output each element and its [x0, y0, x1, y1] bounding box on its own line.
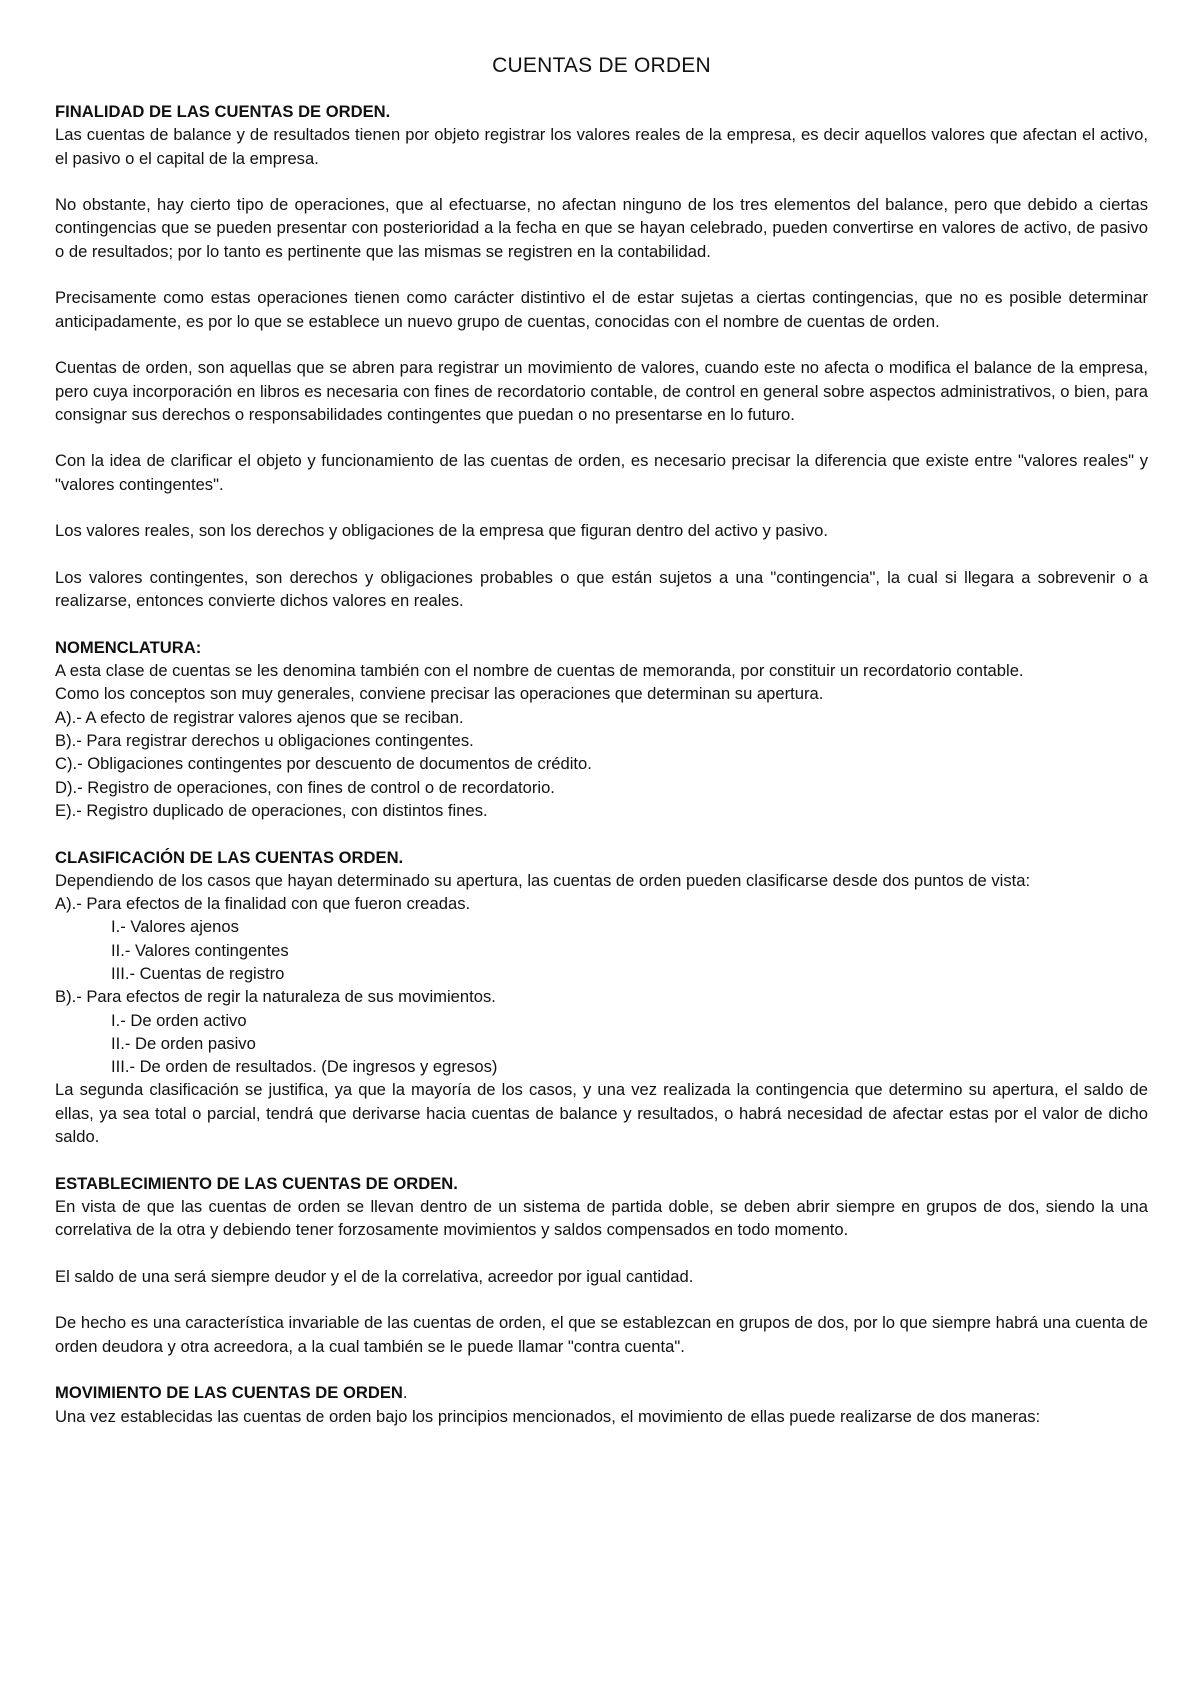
heading-movimiento-dot: . — [402, 1383, 408, 1403]
list-item: A).- A efecto de registrar valores ajenos que se reciban. — [55, 707, 464, 727]
paragraph: Las cuentas de balance y de resultados tienen por objeto registrar los valores reales de la empresa, es decir aquellos valores que afectan el activo, el pasivo o el capital de la empresa. — [55, 125, 1148, 168]
heading-nomenclatura: NOMENCLATURA: — [55, 637, 202, 657]
section-finalidad — [55, 100, 1148, 613]
sub-list-item: I.- Valores ajenos — [111, 917, 239, 937]
heading-establecimiento: ESTABLECIMIENTO DE LAS CUENTAS DE ORDEN. — [55, 1173, 458, 1193]
paragraph: En vista de que las cuentas de orden se llevan dentro de un sistema de partida doble, se deben abrir siempre en grupos de dos, siendo la una correlativa de la otra y debiendo tener forzosamente movimientos y saldos compensados en todo momento. — [55, 1196, 1148, 1240]
paragraph: Precisamente como estas operaciones tienen como carácter distintivo el de estar sujetas a ciertas contingencias, que no es posible determinar anticipadamente, es por lo que se establece un nuevo grupo de cuentas, conocidas con el nombre de cuentas de orden. — [55, 288, 1148, 331]
section-nomenclatura — [55, 636, 1148, 822]
sub-list-item: I.- De orden activo — [111, 1010, 247, 1030]
heading-finalidad: FINALIDAD DE LAS CUENTAS DE ORDEN. — [55, 102, 391, 121]
paragraph: De hecho es una característica invariable de las cuentas de orden, el que se establezcan en grupos de dos, por lo que siempre habrá una cuenta de orden deudora y otra acreedora, a la cual también se le puede llamar "contra cuenta". — [55, 1313, 1148, 1356]
paragraph: El saldo de una será siempre deudor y el de la correlativa, acreedor por igual cantidad. — [55, 1266, 694, 1286]
page-title: CUENTAS DE ORDEN — [492, 54, 711, 77]
paragraph: Los valores contingentes, son derechos y obligaciones probables o que están sujetos a una "contingencia", la cual si llegara a sobrevenir o a realizarse, entonces convierte dichos valores en reales. — [55, 567, 1148, 611]
sub-list-item: II.- De orden pasivo — [111, 1033, 256, 1053]
list-item: A).- Para efectos de la finalidad con que fueron creadas. — [55, 894, 471, 914]
paragraph: No obstante, hay cierto tipo de operaciones, que al efectuarse, no afectan ninguno de los tres elementos del balance, pero que debido a ciertas contingencias que se pueden presentar con posterioridad a la fecha en que se hayan celebrado, pueden convertirse en valores de activo, de pasivo o de resultados; por lo tanto es pertinente que las mismas se registren en la contabilidad. — [55, 195, 1148, 261]
heading-clasificacion: CLASIFICACIÓN DE LAS CUENTAS ORDEN. — [55, 847, 404, 867]
paragraph: Cuentas de orden, son aquellas que se abren para registrar un movimiento de valores, cuando este no afecta o modifica el balance de la empresa, pero cuya incorporación en libros es necesaria con fines de recordatorio contable, de control en general sobre aspectos administrativos, o bien, para consignar sus derechos o responsabilidades contingentes que puedan o no presentarse en lo futuro. — [55, 358, 1148, 424]
section-movimiento — [55, 1381, 1148, 1428]
paragraph: A esta clase de cuentas se les denomina también con el nombre de cuentas de memoranda, por constituir un recordatorio contable. — [55, 661, 1024, 681]
list-item: E).- Registro duplicado de operaciones, con distintos fines. — [55, 800, 488, 820]
section-clasificacion — [55, 846, 1148, 1149]
heading-movimiento — [55, 1381, 1148, 1404]
heading-movimiento-text: MOVIMIENTO DE LAS CUENTAS DE ORDEN — [55, 1383, 403, 1403]
list-item: D).- Registro de operaciones, con fines de control o de recordatorio. — [55, 777, 555, 797]
sub-list-item: III.- Cuentas de registro — [111, 963, 285, 983]
paragraph: Dependiendo de los casos que hayan determinado su apertura, las cuentas de orden pueden clasificarse desde dos puntos de vista: — [55, 870, 1031, 890]
paragraph: Los valores reales, son los derechos y obligaciones de la empresa que figuran dentro del activo y pasivo. — [55, 521, 828, 541]
list-item: B).- Para efectos de regir la naturaleza de sus movimientos. — [55, 987, 496, 1007]
paragraph: Como los conceptos son muy generales, conviene precisar las operaciones que determinan su apertura. — [55, 684, 824, 704]
sub-list-item: III.- De orden de resultados. (De ingresos y egresos) — [111, 1057, 498, 1077]
list-item: C).- Obligaciones contingentes por descuento de documentos de crédito. — [55, 754, 592, 774]
section-establecimiento — [55, 1172, 1148, 1358]
paragraph: La segunda clasificación se justifica, ya que la mayoría de los casos, y una vez realizada la contingencia que determino su apertura, el saldo de ellas, ya sea total o parcial, tendrá que derivarse hacia cuentas de balance y resultados, o habrá necesidad de afectar estas por el valor de dicho saldo. — [55, 1080, 1148, 1147]
sub-list-item: II.- Valores contingentes — [111, 940, 289, 960]
paragraph: Una vez establecidas las cuentas de orden bajo los principios mencionados, el movimiento de ellas puede realizarse de dos maneras: — [55, 1406, 1041, 1426]
paragraph: Con la idea de clarificar el objeto y funcionamiento de las cuentas de orden, es necesario precisar la diferencia que existe entre "valores reales" y "valores contingentes". — [55, 451, 1148, 494]
list-item: B).- Para registrar derechos u obligaciones contingentes. — [55, 731, 474, 751]
